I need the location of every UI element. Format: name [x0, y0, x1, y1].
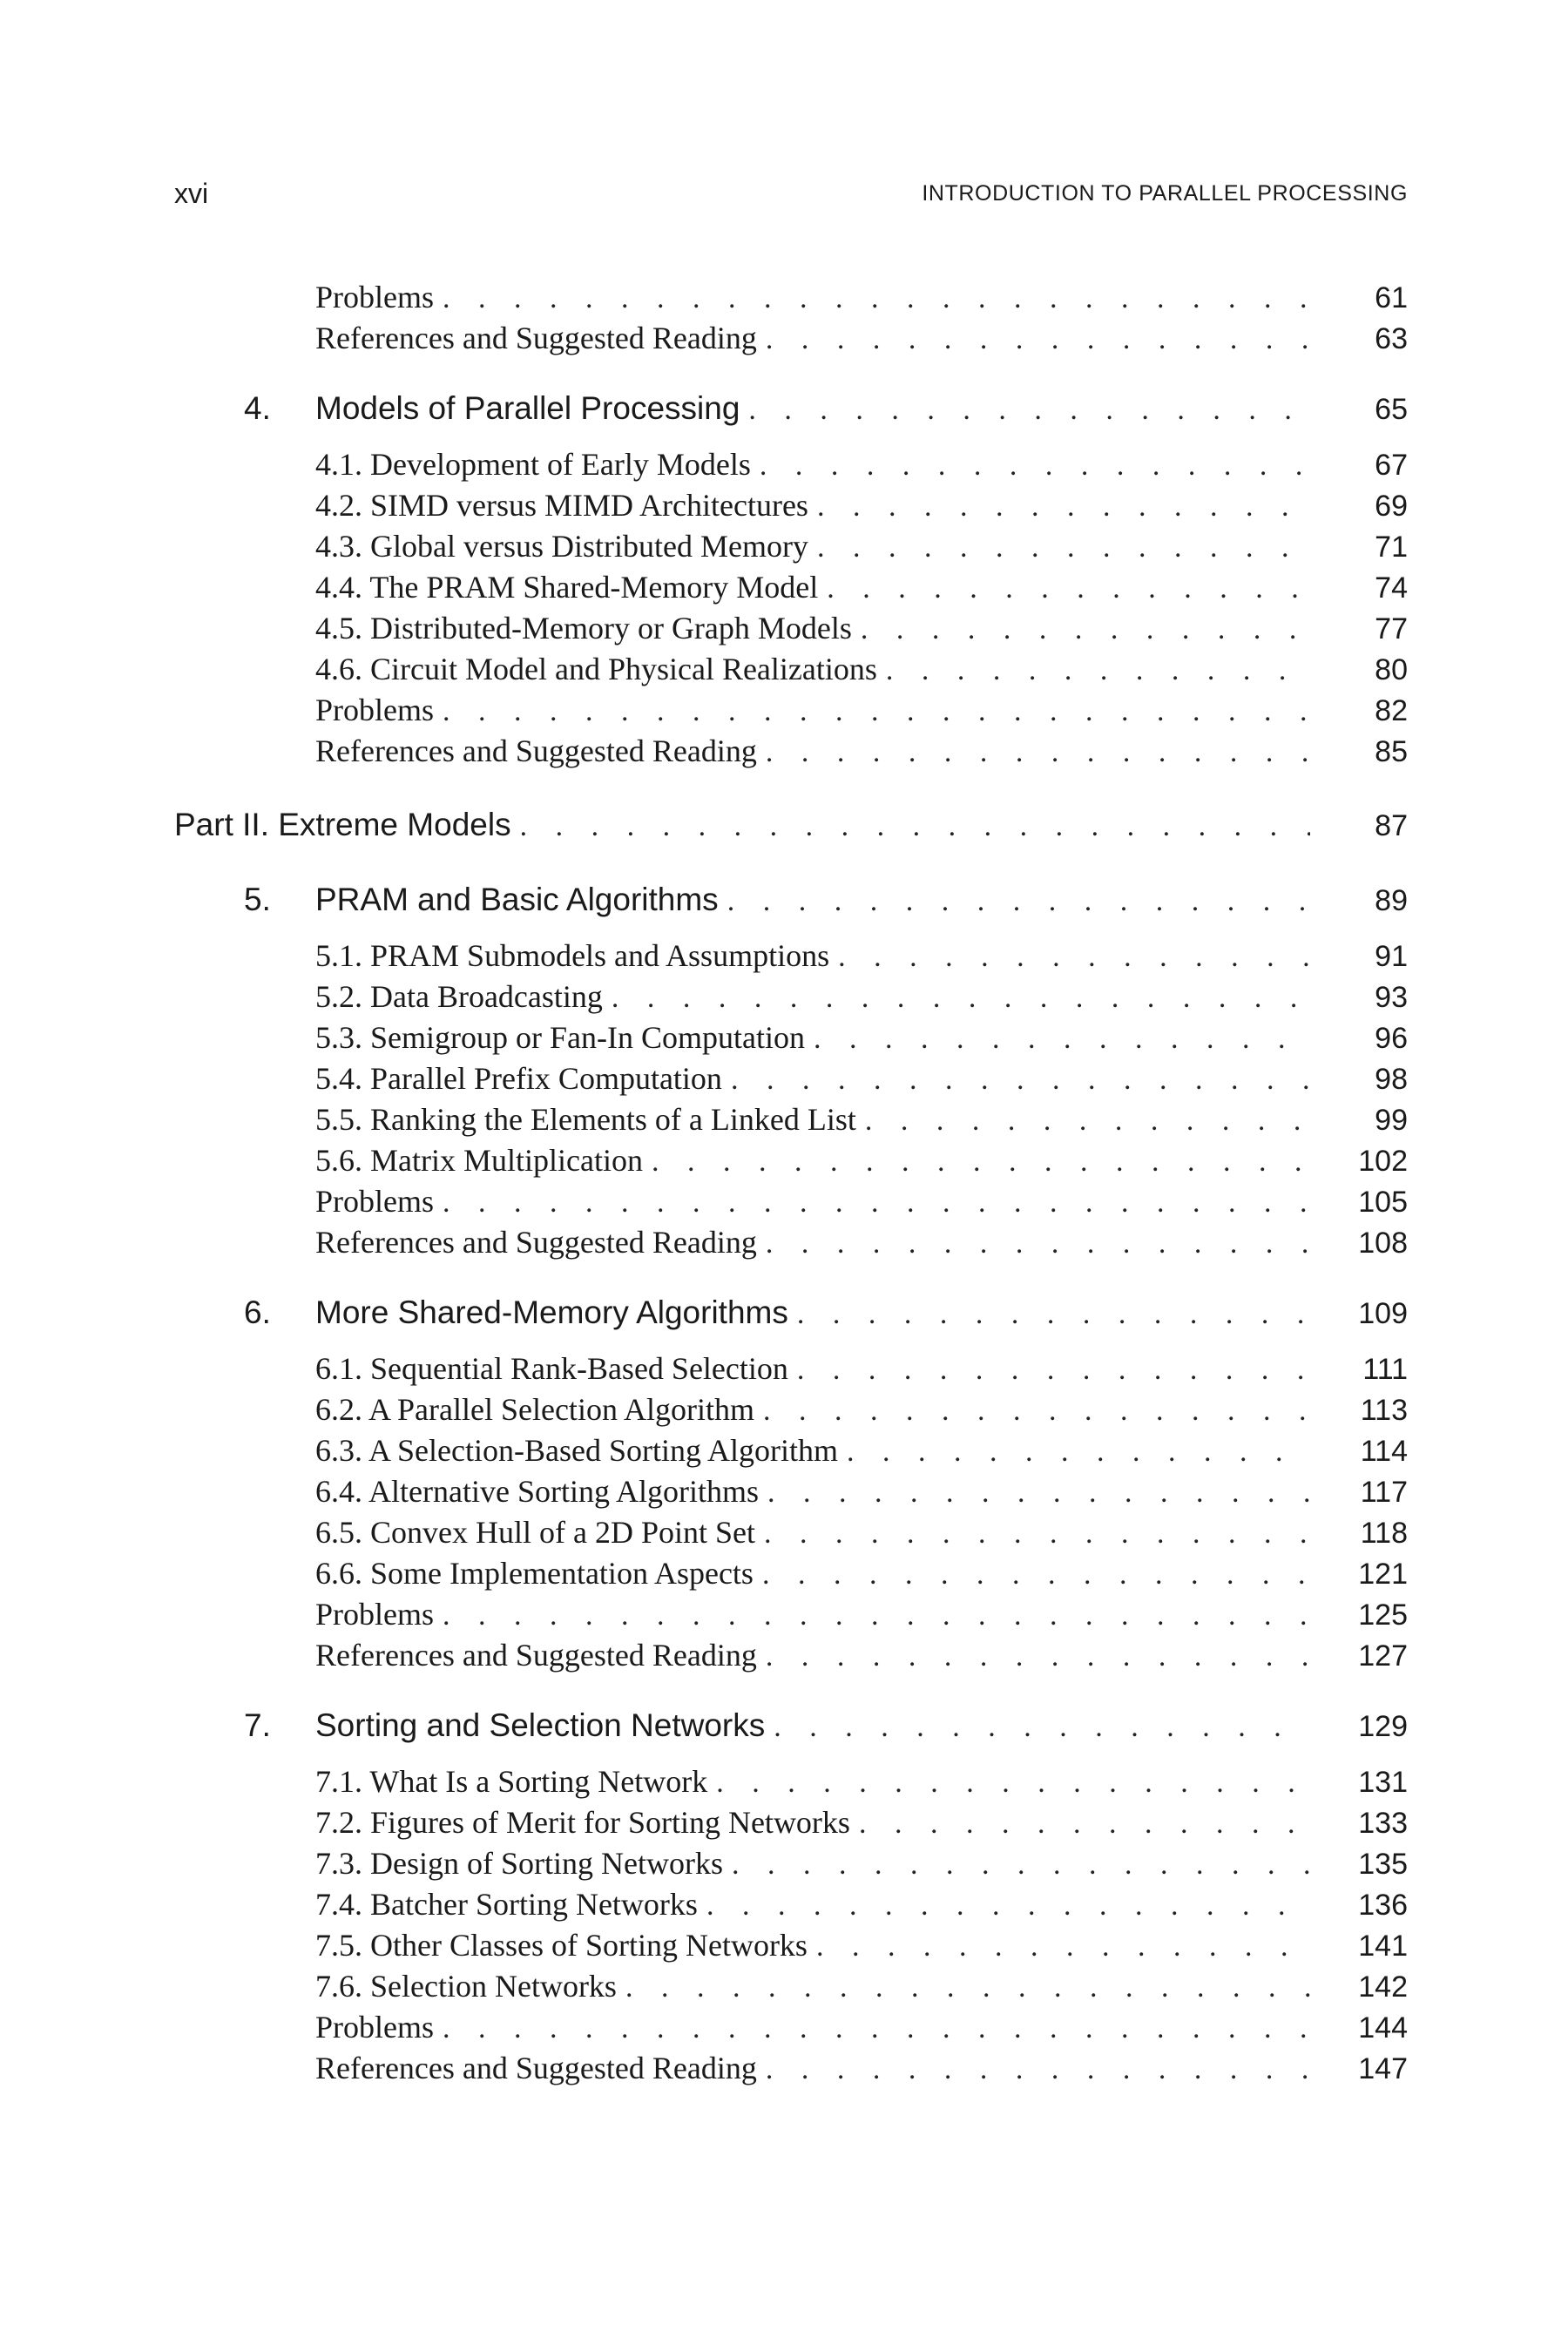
toc-entry-page: 111 — [1362, 1353, 1408, 1386]
chapter-number: 6. — [244, 1294, 271, 1330]
toc-entry-page: 85 — [1375, 735, 1408, 768]
toc-entry-page: 96 — [1375, 1022, 1408, 1055]
dot-leader — [865, 1100, 1310, 1141]
chapter-title: PRAM and Basic Algorithms — [315, 882, 719, 917]
toc-entry-title: 6.2. A Parallel Selection Algorithm — [315, 1392, 754, 1427]
dot-leader — [727, 876, 1310, 927]
toc-entry[interactable] — [174, 1017, 1408, 1058]
chapter-title: More Shared-Memory Algorithms — [315, 1294, 788, 1330]
toc-entry-page: 113 — [1360, 1394, 1408, 1427]
dot-leader — [797, 1289, 1310, 1340]
toc-entry-title: 4.2. SIMD versus MIMD Architectures — [315, 488, 808, 523]
toc-entry-page: 63 — [1375, 322, 1408, 355]
toc-entry-page: 117 — [1360, 1476, 1408, 1509]
dot-leader — [764, 1513, 1310, 1554]
dot-leader — [766, 2049, 1310, 2090]
dot-leader — [443, 1182, 1310, 1223]
toc-entry-page: 108 — [1358, 1227, 1408, 1260]
dot-leader — [706, 1885, 1310, 1926]
dot-leader — [817, 486, 1310, 527]
toc-entry-page: 114 — [1360, 1435, 1408, 1468]
toc-entry-page: 131 — [1358, 1766, 1408, 1799]
chapter-title: Models of Parallel Processing — [315, 390, 740, 426]
chapter-number: 5. — [244, 882, 271, 917]
toc-entry-title: 7.1. What Is a Sorting Network — [315, 1764, 708, 1799]
dot-leader — [847, 1431, 1310, 1472]
toc-entry[interactable] — [174, 1966, 1408, 2007]
toc-entry-title: 5.3. Semigroup or Fan-In Computation — [315, 1020, 805, 1055]
dot-leader — [443, 691, 1310, 732]
toc-entry[interactable] — [174, 1802, 1408, 1843]
toc-entry-page: 61 — [1375, 281, 1408, 314]
page-header — [174, 178, 1408, 213]
dot-leader — [817, 527, 1310, 568]
dot-leader — [520, 801, 1310, 852]
toc-entry-page: 142 — [1358, 1970, 1408, 2004]
toc-entry-title: 4.6. Circuit Model and Physical Realizations — [315, 652, 877, 686]
toc-entry-page: 121 — [1358, 1558, 1408, 1591]
toc-entry-title: References and Suggested Reading — [315, 1225, 757, 1260]
toc-chapter-5[interactable] — [174, 875, 1408, 925]
toc-entry[interactable] — [174, 1553, 1408, 1594]
toc-entry-page: 118 — [1360, 1517, 1408, 1550]
toc-entry-title: 6.1. Sequential Rank-Based Selection — [315, 1351, 788, 1386]
toc-entry-page: 98 — [1375, 1063, 1408, 1096]
toc-entry-title: 7.5. Other Classes of Sorting Networks — [315, 1928, 808, 1963]
dot-leader — [748, 385, 1310, 436]
dot-leader — [762, 1554, 1310, 1595]
toc-entry[interactable] — [174, 1925, 1408, 1966]
toc-entry-title: 7.3. Design of Sorting Networks — [315, 1846, 723, 1881]
dot-leader — [838, 936, 1310, 977]
toc-entry-title: 6.3. A Selection-Based Sorting Algorithm — [315, 1433, 838, 1468]
dot-leader — [766, 732, 1310, 773]
toc-entry-title: 5.2. Data Broadcasting — [315, 979, 603, 1014]
dot-leader — [797, 1349, 1310, 1390]
toc-entry[interactable] — [174, 608, 1408, 649]
running-head: INTRODUCTION TO PARALLEL PROCESSING — [922, 181, 1408, 206]
toc-entry-title: 6.6. Some Implementation Aspects — [315, 1556, 754, 1591]
toc-entry-page: 141 — [1358, 1930, 1408, 1963]
toc-entry-title: Problems — [315, 280, 435, 314]
toc-entry-title: 4.4. The PRAM Shared-Memory Model — [315, 570, 819, 605]
dot-leader — [763, 1390, 1310, 1431]
dot-leader — [443, 278, 1310, 319]
toc-entry-title: Problems — [315, 2010, 435, 2044]
dot-leader — [816, 1926, 1310, 1967]
toc-entry[interactable] — [174, 1884, 1408, 1925]
toc-entry-page: 125 — [1358, 1598, 1408, 1632]
toc-entry-page: 127 — [1358, 1639, 1408, 1673]
toc-entry-page: 93 — [1375, 981, 1408, 1014]
chapter-page: 129 — [1358, 1710, 1408, 1743]
chapter-page: 109 — [1358, 1297, 1408, 1330]
toc-entry-title: 5.5. Ranking the Elements of a Linked List — [315, 1102, 856, 1137]
toc-entry[interactable] — [174, 2048, 1408, 2089]
toc-entry[interactable] — [174, 1099, 1408, 1140]
toc-entry-title: References and Suggested Reading — [315, 321, 757, 355]
toc-entry[interactable] — [174, 1843, 1408, 1884]
toc-entry[interactable] — [174, 649, 1408, 690]
toc-entry-page: 144 — [1358, 2011, 1408, 2044]
toc-entry[interactable] — [174, 1348, 1408, 1389]
toc-entry-title: 4.3. Global versus Distributed Memory — [315, 529, 808, 564]
toc-entry[interactable] — [174, 277, 1408, 318]
toc-entry-page: 147 — [1358, 2052, 1408, 2085]
toc-entry-title: References and Suggested Reading — [315, 2051, 757, 2085]
toc-entry[interactable] — [174, 1471, 1408, 1512]
toc-entry-page: 102 — [1358, 1145, 1408, 1178]
toc-entry-page: 74 — [1375, 571, 1408, 605]
dot-leader — [612, 977, 1310, 1018]
toc-entry-title: Problems — [315, 693, 435, 727]
dot-leader — [766, 1223, 1310, 1264]
toc-entry-page: 133 — [1358, 1807, 1408, 1840]
dot-leader — [731, 1059, 1310, 1100]
dot-leader — [766, 319, 1310, 360]
dot-leader — [732, 1844, 1310, 1885]
toc-entry[interactable] — [174, 1140, 1408, 1181]
toc-entry[interactable] — [174, 1594, 1408, 1635]
toc-entry-title: References and Suggested Reading — [315, 1638, 757, 1673]
toc-entry-page: 91 — [1375, 940, 1408, 973]
toc-entry-title: 7.4. Batcher Sorting Networks — [315, 1887, 698, 1922]
toc-entry-page: 82 — [1375, 694, 1408, 727]
toc-entry[interactable] — [174, 1512, 1408, 1553]
toc-entry-page: 80 — [1375, 653, 1408, 686]
toc-chapter-7[interactable] — [174, 1700, 1408, 1751]
dot-leader — [652, 1141, 1310, 1182]
dot-leader — [716, 1762, 1310, 1803]
toc-entry-page: 71 — [1375, 531, 1408, 564]
chapter-title: Sorting and Selection Networks — [315, 1707, 766, 1743]
toc-entry-title: 4.1. Development of Early Models — [315, 447, 751, 482]
dot-leader — [814, 1018, 1310, 1059]
toc-entry-title: 7.2. Figures of Merit for Sorting Networks — [315, 1805, 850, 1840]
part-title: Part II. Extreme Models — [174, 807, 511, 842]
toc-entry-page: 99 — [1375, 1104, 1408, 1137]
dot-leader — [625, 1967, 1310, 2008]
part-page: 87 — [1375, 809, 1408, 842]
toc-entry-title: 6.5. Convex Hull of a 2D Point Set — [315, 1515, 755, 1550]
dot-leader — [760, 445, 1310, 486]
toc-entry[interactable] — [174, 1761, 1408, 1802]
toc-entry[interactable] — [174, 444, 1408, 485]
chapter-number: 7. — [244, 1707, 271, 1743]
toc-entry-title: 5.4. Parallel Prefix Computation — [315, 1061, 722, 1096]
dot-leader — [767, 1472, 1310, 1513]
toc-entry[interactable] — [174, 731, 1408, 772]
table-of-contents — [174, 277, 1408, 2089]
dot-leader — [774, 1702, 1310, 1753]
toc-entry[interactable] — [174, 318, 1408, 359]
toc-entry[interactable] — [174, 1058, 1408, 1099]
toc-entry-title: 7.6. Selection Networks — [315, 1969, 617, 2004]
chapter-number: 4. — [244, 390, 271, 426]
toc-entry[interactable] — [174, 1389, 1408, 1430]
toc-entry-page: 136 — [1358, 1889, 1408, 1922]
chapter-page: 89 — [1375, 884, 1408, 917]
toc-entry[interactable] — [174, 2007, 1408, 2048]
dot-leader — [827, 568, 1310, 609]
toc-part-2[interactable] — [174, 800, 1408, 850]
toc-entry[interactable] — [174, 1222, 1408, 1263]
toc-entry[interactable] — [174, 936, 1408, 977]
dot-leader — [859, 1803, 1310, 1844]
toc-entry-title: Problems — [315, 1597, 435, 1632]
toc-entry-page: 135 — [1358, 1848, 1408, 1881]
toc-chapter-6[interactable] — [174, 1288, 1408, 1338]
page-number: xvi — [174, 178, 209, 209]
toc-entry-page: 67 — [1375, 449, 1408, 482]
toc-entry[interactable] — [174, 1181, 1408, 1222]
toc-entry[interactable] — [174, 977, 1408, 1017]
dot-leader — [443, 2008, 1310, 2049]
toc-entry-page: 77 — [1375, 612, 1408, 645]
toc-entry-title: 5.6. Matrix Multiplication — [315, 1143, 643, 1178]
toc-entry[interactable] — [174, 526, 1408, 567]
toc-entry[interactable] — [174, 567, 1408, 608]
toc-entry-page: 105 — [1358, 1186, 1408, 1219]
toc-entry-page: 69 — [1375, 490, 1408, 523]
dot-leader — [443, 1595, 1310, 1636]
dot-leader — [886, 650, 1310, 691]
toc-entry[interactable] — [174, 485, 1408, 526]
toc-entry-title: 4.5. Distributed-Memory or Graph Models — [315, 611, 852, 645]
toc-entry[interactable] — [174, 690, 1408, 731]
toc-chapter-4[interactable] — [174, 383, 1408, 434]
chapter-page: 65 — [1375, 393, 1408, 426]
toc-entry-title: 5.1. PRAM Submodels and Assumptions — [315, 938, 830, 973]
toc-entry[interactable] — [174, 1430, 1408, 1471]
toc-entry-title: References and Suggested Reading — [315, 733, 757, 768]
toc-entry[interactable] — [174, 1635, 1408, 1676]
dot-leader — [766, 1636, 1310, 1677]
toc-entry-title: Problems — [315, 1184, 435, 1219]
dot-leader — [861, 609, 1310, 650]
toc-entry-title: 6.4. Alternative Sorting Algorithms — [315, 1474, 759, 1509]
